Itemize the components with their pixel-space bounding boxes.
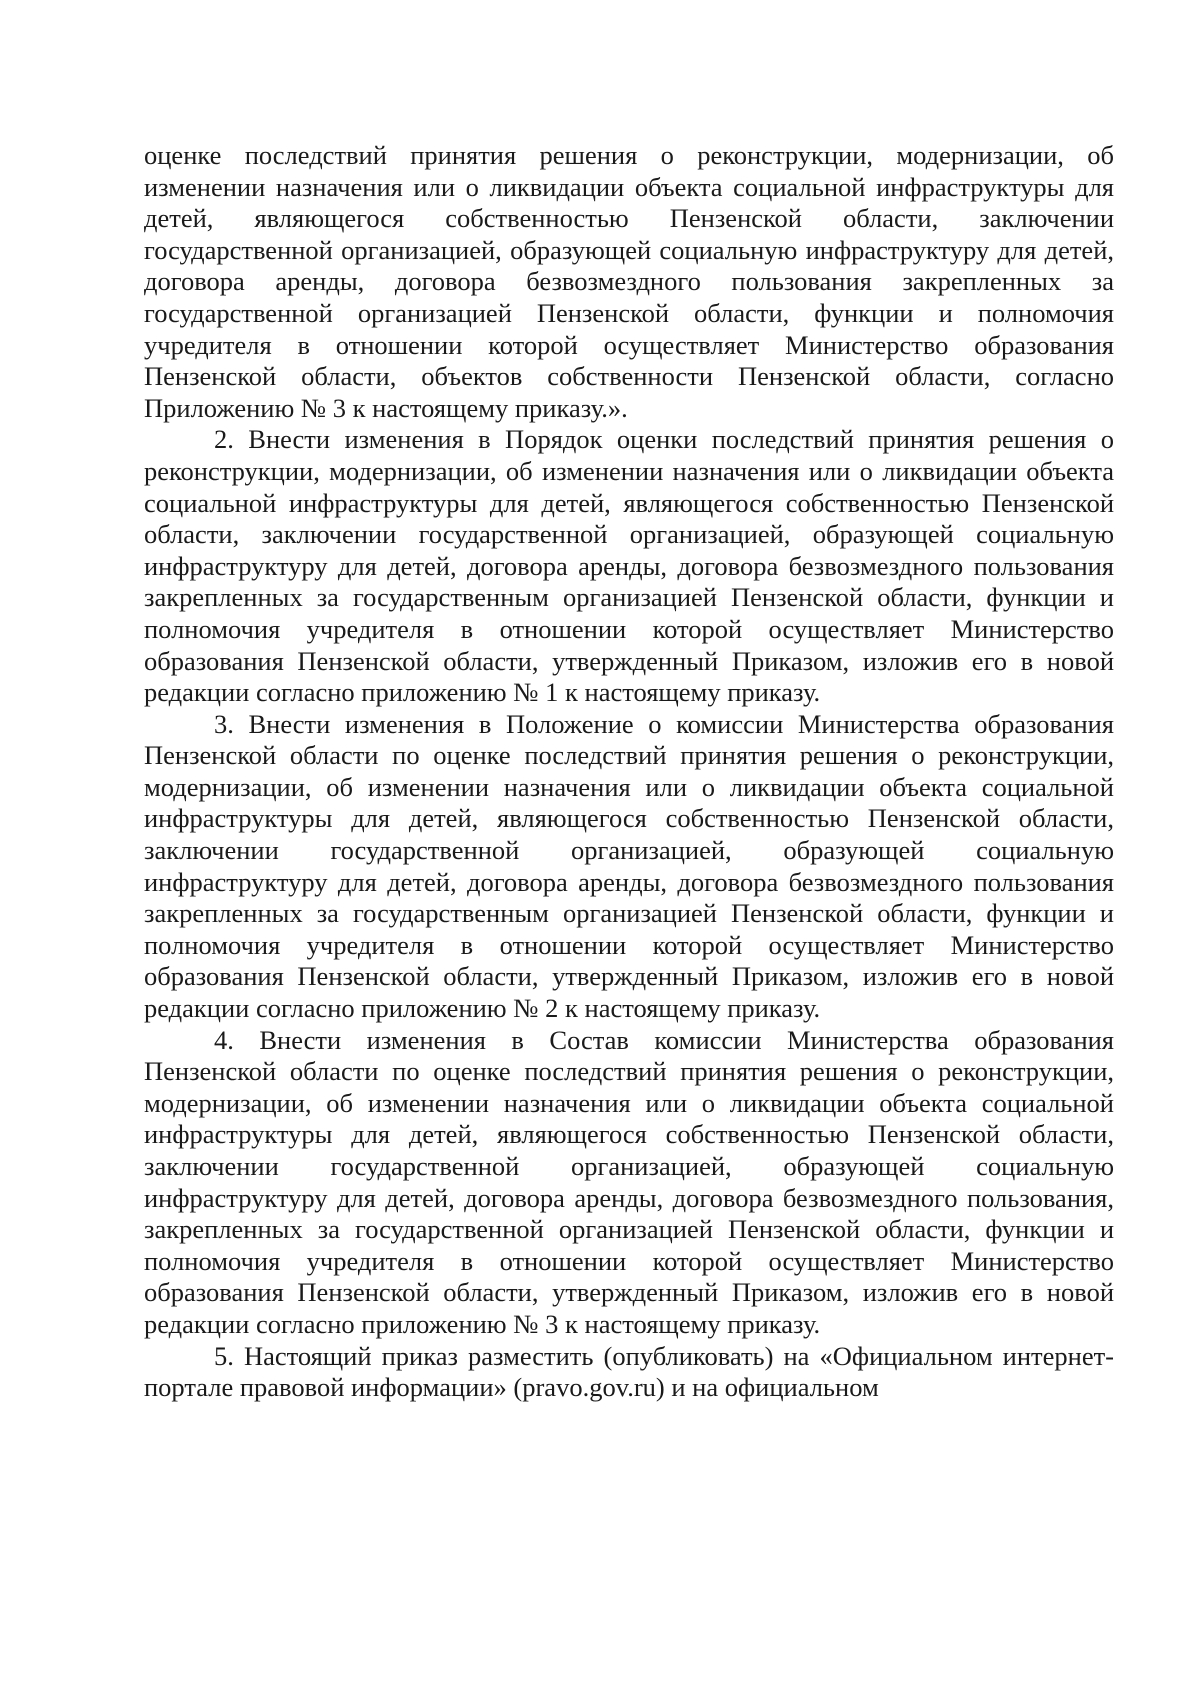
paragraph-item-5: 5. Настоящий приказ разместить (опубликовать) на «Официальном интернет-портале правовой информации» (pravo.gov.ru) и на официальном <box>144 1340 1114 1403</box>
paragraph-continuation: оценке последствий принятия решения о реконструкции, модернизации, об изменении назначения или о ликвидации объекта социальной инфраструктуры для детей, являющегося собственностью Пензенской области, заключении государственной организацией, образующей социальную инфраструктуру для детей, договора аренды, договора безвозмездного пользования закрепленных за государственной организацией Пензенской области, функции и полномочия учредителя в отношении которой осуществляет Министерство образования Пензенской области, объектов собственности Пензенской области, согласно Приложению № 3 к настоящему приказу.». <box>144 140 1114 423</box>
paragraph-item-3: 3. Внести изменения в Положение о комиссии Министерства образования Пензенской области по оценке последствий принятия решения о реконструкции, модернизации, об изменении назначения или о ликвидации объекта социальной инфраструктуры для детей, являющегося собственностью Пензенской области, заключении государственной организацией, образующей социальную инфраструктуру для детей, договора аренды, договора безвозмездного пользования закрепленных за государственным организацией Пензенской области, функции и полномочия учредителя в отношении которой осуществляет Министерство образования Пензенской области, утвержденный Приказом, изложив его в новой редакции согласно приложению № 2 к настоящему приказу. <box>144 708 1114 1024</box>
paragraph-item-4: 4. Внести изменения в Состав комиссии Министерства образования Пензенской области по оценке последствий принятия решения о реконструкции, модернизации, об изменении назначения или о ликвидации объекта социальной инфраструктуры для детей, являющегося собственностью Пензенской области, заключении государственной организацией, образующей социальную инфраструктуру для детей, договора аренды, договора безвозмездного пользования, закрепленных за государственной организацией Пензенской области, функции и полномочия учредителя в отношении которой осуществляет Министерство образования Пензенской области, утвержденный Приказом, изложив его в новой редакции согласно приложению № 3 к настоящему приказу. <box>144 1024 1114 1339</box>
document-body <box>144 140 1114 1404</box>
paragraph-item-2: 2. Внести изменения в Порядок оценки последствий принятия решения о реконструкции, модернизации, об изменении назначения или о ликвидации объекта социальной инфраструктуры для детей, являющегося собственностью Пензенской области, заключении государственной организацией, образующей социальную инфраструктуру для детей, договора аренды, договора безвозмездного пользования закрепленных за государственным организацией Пензенской области, функции и полномочия учредителя в отношении которой осуществляет Министерство образования Пензенской области, утвержденный Приказом, изложив его в новой редакции согласно приложению № 1 к настоящему приказу. <box>144 424 1114 708</box>
